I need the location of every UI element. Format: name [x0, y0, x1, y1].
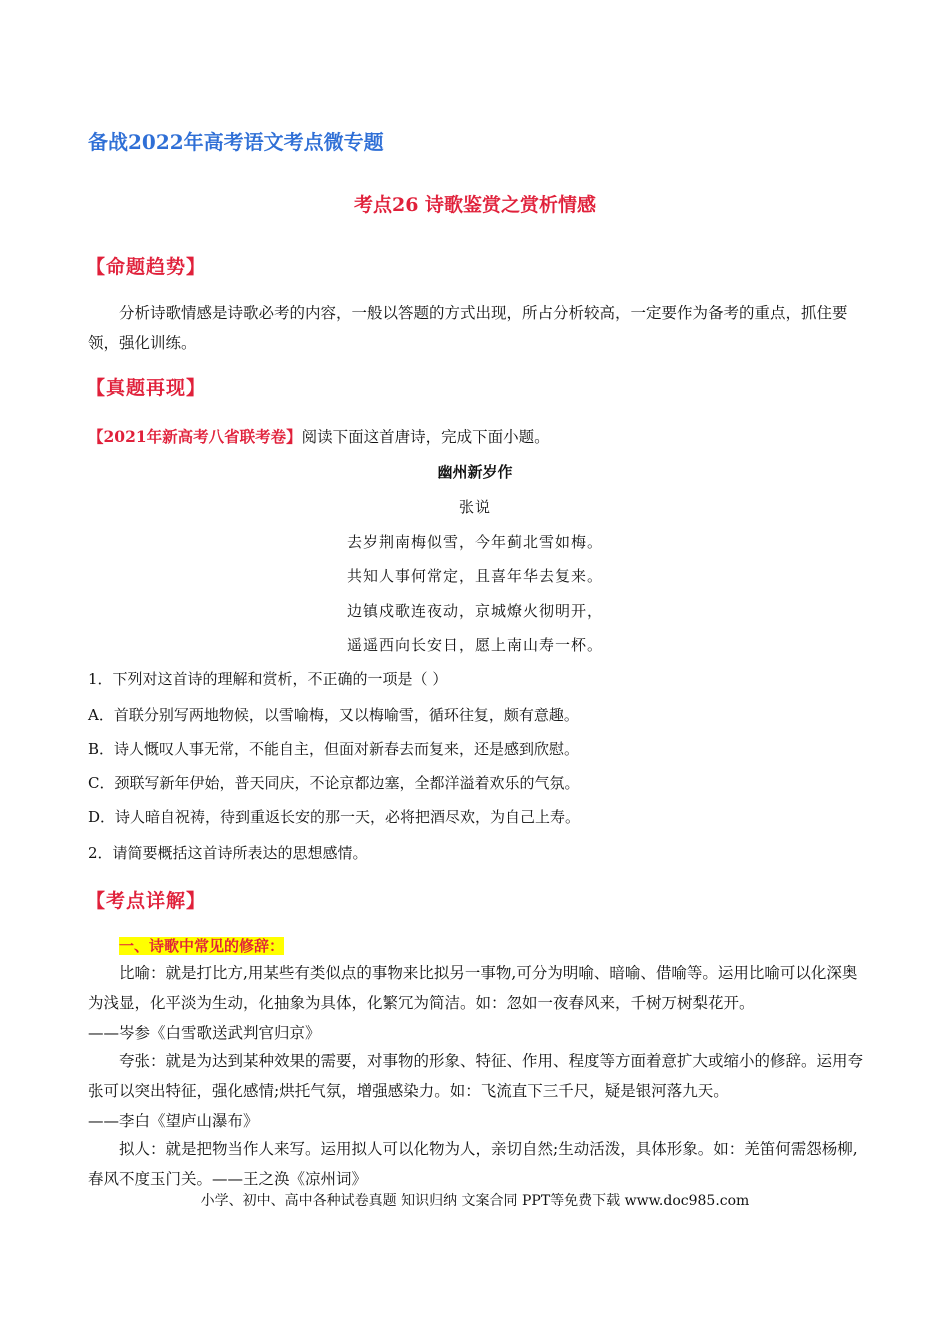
section-heading-real: 【真题再现】	[86, 377, 207, 399]
topic-title: 考点26 诗歌鉴赏之赏析情感	[353, 194, 597, 216]
trend-paragraph: 分析诗歌情感是诗歌必考的内容，一般以答题的方式出现，所占分析较高，一定要作为备考的重点，抓住要领，强化训练。	[88, 304, 848, 352]
exam-source-tag: 【2021年新高考八省联考卷】	[88, 427, 302, 446]
footer-text: 小学、初中、高中各种试卷真题 知识归纳 文案合同 PPT等免费下载 www.doc985.com	[200, 1193, 750, 1209]
question-2: 2．请简要概括这首诗所表达的思想感情。	[88, 844, 368, 862]
option-c: C．颈联写新年伊始，普天同庆，不论京都边塞，全都洋溢着欢乐的气氛。	[88, 774, 580, 792]
exam-intro	[88, 422, 868, 452]
poem-line: 边镇戍歌连夜动，京城燎火彻明开，	[346, 602, 603, 620]
poem-author: 张说	[458, 498, 491, 516]
poem-line: 遥遥西向长安日，愿上南山寿一杯。	[346, 636, 603, 654]
poem-line: 去岁荆南梅似雪，今年蓟北雪如梅。	[346, 533, 603, 551]
hyperbole-source: ——李白《望庐山瀑布》	[88, 1112, 259, 1130]
detail-heading-highlight: 一、诗歌中常见的修辞：	[119, 937, 285, 955]
section-heading-detail: 【考点详解】	[86, 890, 207, 912]
question-1: 1．下列对这首诗的理解和赏析，不正确的一项是（ ）	[88, 670, 448, 688]
poem-line: 共知人事何常定，且喜年华去复来。	[346, 567, 603, 585]
option-b: B．诗人慨叹人事无常，不能自主，但面对新春去而复来，还是感到欣慰。	[88, 740, 580, 758]
personification-paragraph: 拟人：就是把物当作人来写。运用拟人可以化物为人，亲切自然;生动活泼，具体形象。如：羌笛何需怨杨柳,春风不度玉门关。——王之涣《凉州词》	[88, 1140, 858, 1188]
metaphor-paragraph: 比喻：就是打比方,用某些有类似点的事物来比拟另一事物,可分为明喻、暗喻、借喻等。运用比喻可以化深奥为浅显，化平淡为生动，化抽象为具体，化繁冗为简洁。如：忽如一夜春风来，千树万树梨花开。	[88, 964, 858, 1012]
section-heading-trend: 【命题趋势】	[86, 256, 207, 278]
hyperbole-paragraph: 夸张：就是为达到某种效果的需要，对事物的形象、特征、作用、程度等方面着意扩大或缩小的修辞。运用夸张可以突出特征，强化感情;烘托气氛，增强感染力。如：飞流直下三千尺，疑是银河落九天。	[88, 1052, 864, 1100]
option-d: D．诗人暗自祝祷，待到重返长安的那一天，必将把酒尽欢，为自己上寿。	[88, 808, 581, 826]
option-a: A．首联分别写两地物候，以雪喻梅，又以梅喻雪，循环往复，颇有意趣。	[88, 706, 579, 724]
series-title: 备战2022年高考语文考点微专题	[88, 130, 384, 154]
poem-title: 幽州新岁作	[437, 463, 513, 481]
exam-instruction: 阅读下面这首唐诗，完成下面小题。	[301, 428, 550, 446]
detail-heading	[119, 935, 284, 956]
metaphor-source: ——岑参《白雪歌送武判官归京》	[88, 1024, 321, 1042]
